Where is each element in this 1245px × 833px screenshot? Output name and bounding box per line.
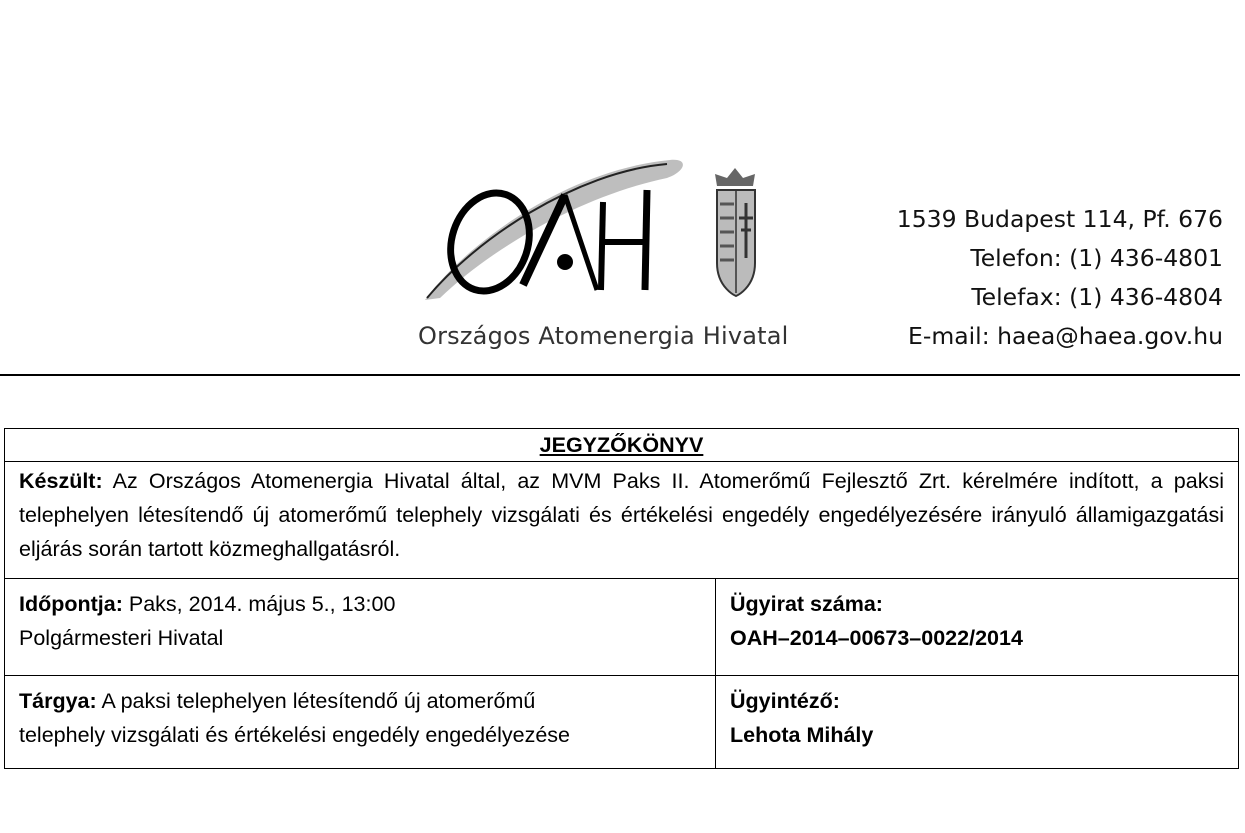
minutes-table [4, 428, 1239, 769]
date-label: Időpontja: [19, 592, 123, 616]
organization-name: Országos Atomenergia Hivatal [418, 322, 789, 350]
contact-block [897, 200, 1223, 356]
case-number-value: OAH–2014–00673–0022/2014 [730, 626, 1023, 650]
administrator-cell [716, 676, 1239, 769]
header-divider [0, 374, 1240, 376]
subject-value: A paksi telephelyen létesítendő új atomerőmű [101, 689, 536, 713]
fax: Telefax: (1) 436-4804 [971, 283, 1223, 311]
subject-cell [5, 676, 716, 769]
oah-logo [405, 150, 805, 320]
address: 1539 Budapest 114, Pf. 676 [896, 205, 1223, 233]
date-place: Polgármesteri Hivatal [19, 626, 224, 650]
phone: Telefon: (1) 436-4801 [970, 244, 1223, 272]
subject-value-line2: telephely vizsgálati és értékelési engedély engedélyezése [19, 723, 570, 747]
prepared-label: Készült: [19, 469, 103, 493]
prepared-text: Az Országos Atomenergia Hivatal által, az MVM Paks II. Atomerőmű Fejlesztő Zrt. kérelmére indított, a paksi telephelyen létesítendő új atomerőmű telephely vizsgálati és értékelési engedély engedélyezésére irányuló államigazgatási eljárás során tartott közmeghallgatásról. [19, 469, 1224, 561]
case-number-cell [716, 579, 1239, 676]
prepared-by-cell [5, 462, 1239, 579]
subject-label: Tárgya: [19, 689, 97, 713]
email: E-mail: haea@haea.gov.hu [908, 322, 1223, 350]
document-title: JEGYZŐKÖNYV [5, 429, 1239, 462]
administrator-value: Lehota Mihály [730, 723, 874, 747]
administrator-label: Ügyintéző: [730, 689, 840, 713]
date-cell [5, 579, 716, 676]
case-number-label: Ügyirat száma: [730, 592, 883, 616]
date-value: Paks, 2014. május 5., 13:00 [128, 592, 396, 616]
